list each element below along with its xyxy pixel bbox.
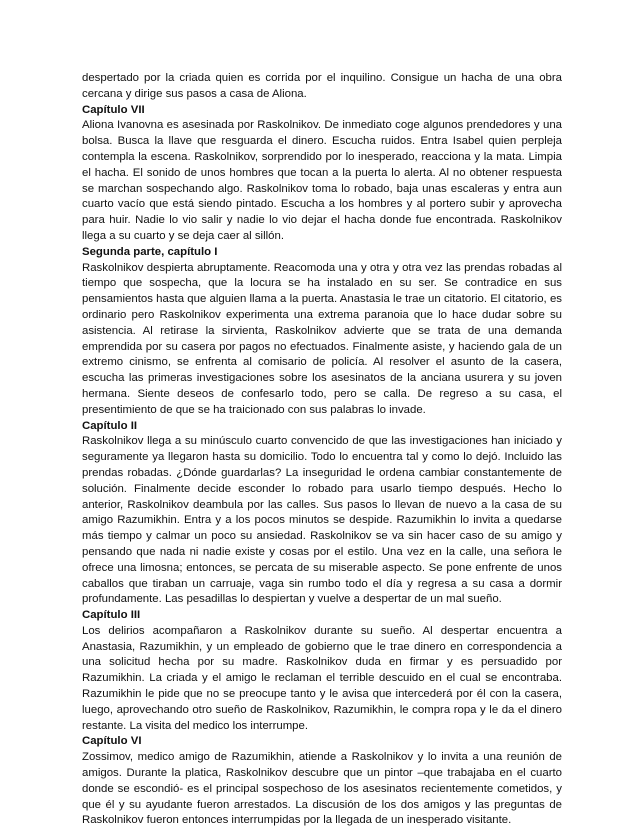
part-two-chapter-i-heading: Segunda parte, capítulo I	[82, 245, 218, 258]
paragraph-part-two-chapter-i: Raskolnikov despierta abruptamente. Reacomoda una y otra y otra vez las prendas robadas al tiempo que sospecha, que la locura se ha instalado en su ser. Se contradice en sus pensamientos hasta que alguien llama a la puerta. Anastasia le trae un citatorio. El citatorio, es ordinario pero Raskolnikov experimenta una extrema paranoia que lo hace dudar sobre su asistencia. Al retirase la sirvienta, Raskolnikov advierte que se trata de una demanda emprendida por su casera por pagos no efectuados. Finalmente asiste, y haciendo gala de un extremo cinismo, se enfrenta al comisario de policía. Al resolver el asunto de la casera, escucha las primeras investigaciones sobre los asesinatos de la anciana usurera y su joven hermana. Siente deseos de confesarlo todo, pero se calla. De regreso a su casa, el presentimiento de que se ha traicionado con sus palabras lo invade.	[82, 261, 562, 416]
paragraph-intro: despertado por la criada quien es corrida por el inquilino. Consigue un hacha de una obra cercana y dirige sus pasos a casa de Aliona.	[82, 72, 562, 100]
chapter-heading-iii: Capítulo III	[82, 609, 141, 622]
chapter-heading-ii: Capítulo II	[82, 419, 138, 432]
paragraph-chapter-ii: Raskolnikov llega a su minúsculo cuarto convencido de que las investigaciones han iniciado y seguramente ya llegaron hasta su domicilio. Todo lo encuentra tal y como lo dejó. Incluido las prendas robadas. ¿Dónde guardarlas? La inseguridad le ordena cambiar constantemente de solución. Finalmente decide esconder lo robado para usarlo tiempo después. Hecho lo anterior, Raskolnikov deambula por las calles. Sus pasos lo llevan de nuevo a la casa de su amigo Razumikhin. Entra y a los pocos minutos se despide. Razumikhin lo invita a quedarse más tiempo y calmar un poco su ansiedad. Raskolnikov se va sin hacer caso de su amigo y pensando que nada ni nadie existe y cosas por el estilo. Una vez en la calle, una señora le ofrece una limosna; entonces, se percata de su miserable aspecto. Se pone enfrente de unos caballos que tiraban un carruaje, vaga sin rumbo todo el día y regresa a su casa a dormir profundamente. Las pesadillas lo despiertan y vuelve a despertar de un mal sueño.	[82, 435, 562, 606]
document-page	[82, 71, 562, 829]
paragraph-chapter-iii: Los delirios acompañaron a Raskolnikov durante su sueño. Al despertar encuentra a Anastasia, Razumikhin, y un empleado de gobierno que le trae dinero en correspondencia a una solicitud hecha por su madre. Raskolnikov duda en firmar y es persuadido por Razumikhin. La criada y el amigo le reclaman el terrible descuido en el cual se encontraba. Razumikhin le pide que no se preocupe tanto y le avisa que intercederá por él con la casera, luego, aprovechando otro sueño de Raskolnikov, Razumikhin, le compra ropa y le da el dinero restante. La visita del medico los interrumpe.	[82, 624, 562, 732]
chapter-heading-vii: Capítulo VII	[82, 103, 145, 116]
paragraph-chapter-vi: Zossimov, medico amigo de Razumikhin, atiende a Raskolnikov y lo invita a una reunión de amigos. Durante la platica, Raskolnikov descubre que un pintor –que trabajaba en el cuarto donde se escondió- es el principal sospechoso de los asesinatos recientemente cometidos, y que él y su ayudante fueron arrestados. La discusión de los dos amigos y las preguntas de Raskolnikov fueron entonces interrumpidas por la llegada de un inesperado visitante.	[82, 751, 562, 827]
chapter-heading-vi: Capítulo VI	[82, 735, 142, 748]
paragraph-chapter-vii: Aliona Ivanovna es asesinada por Raskolnikov. De inmediato coge algunos prendedores y una bolsa. Busca la llave que resguarda el dinero. Escucha ruidos. Entra Isabel quien perpleja contempla la escena. Raskolnikov, sorprendido por lo inesperado, reacciona y la mata. Limpia el hacha. El sonido de unos hombres que tocan a la puerta lo alerta. Al no obtener respuesta se marchan sospechando algo. Raskolnikov toma lo robado, baja unas escaleras y entra aun cuarto vacío que está siendo pintado. Escucha a los hombres y al portero subir y aprovecha para huir. Nadie lo vio salir y nadie lo vio dejar el hacha donde fue encontrada. Raskolnikov llega a su cuarto y se deja caer al sillón.	[82, 119, 562, 242]
